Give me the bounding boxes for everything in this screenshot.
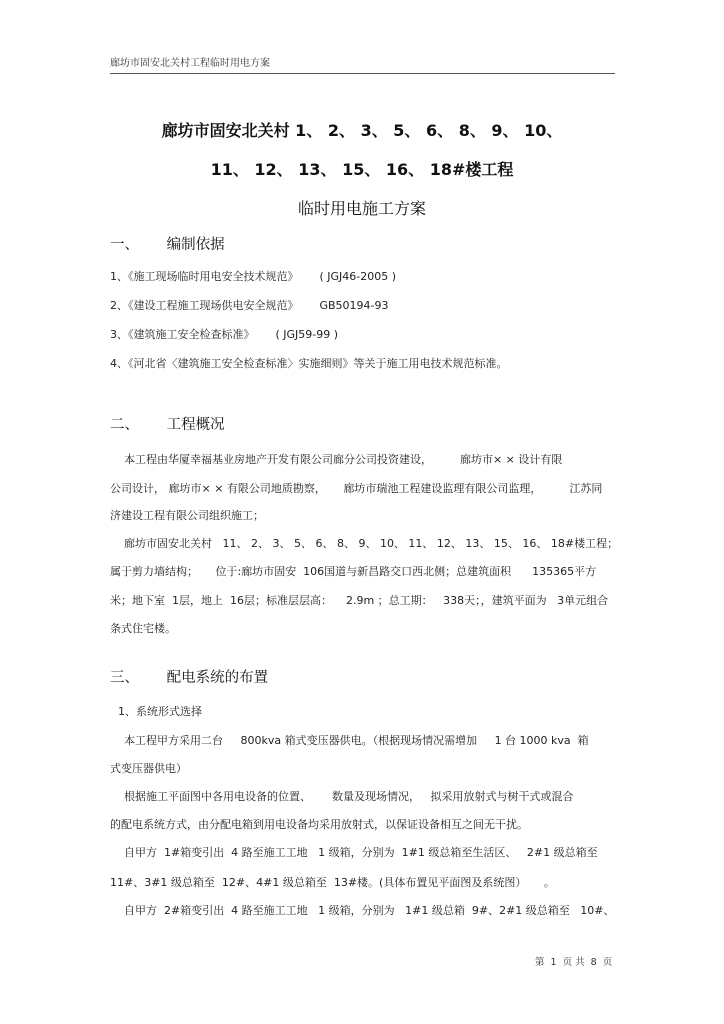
layout-line-5: 自甲方 1#箱变引出 4 路至施工工地 1 级箱，分别为 1#1 级总箱至生活区、 2#1 级总箱至	[110, 846, 598, 859]
overview-line-4: 廊坊市固安北关村 11、 2、 3、 5、 6、 8、 9、 10、 11、 12、 13、 15、 16、 18#楼工程；	[110, 537, 619, 550]
basis-item-1: 1、《施工现场临时用电安全技术规范》 ( JGJ46-2005 )	[110, 270, 397, 283]
basis-item-3: 3、《建筑施工安全检查标准》 ( JGJ59-99 )	[110, 328, 339, 341]
running-header: 廊坊市固安北关村工程临时用电方案	[110, 54, 615, 74]
layout-line-2: 式变压器供电）	[110, 762, 187, 775]
layout-line-4: 的配电系统方式，由分配电箱到用电设备均采用放射式，以保证设备相互之间无干扰。	[110, 818, 528, 831]
document-title-line-1: 廊坊市固安北关村 1、 2、 3、 5、 6、 8、 9、 10、	[161, 121, 563, 140]
overview-line-2: 公司设计， 廊坊市× × 有限公司地质勘察， 廊坊市瑞池工程建设监理有限公司监理， 江苏同	[110, 482, 603, 495]
basis-item-4: 4、《河北省〈建筑施工安全检查标准〉实施细则》等关于施工用电技术规范标准。	[110, 357, 508, 370]
document-title-line-3: 临时用电施工方案	[297, 199, 426, 218]
overview-line-7: 条式住宅楼。	[110, 622, 176, 635]
overview-line-6: 米；地下室 1层，地上 16层；标准层层高： 2.9m ；总工期： 338天；，建筑平面为 3单元组合	[110, 594, 609, 607]
overview-line-1: 本工程由华厦幸福基业房地产开发有限公司廊分公司投资建设， 廊坊市× × 设计有限	[110, 453, 563, 466]
layout-line-6: 11#、3#1 级总箱至 12#、4#1 级总箱至 13#楼。(具体布置见平面图及系统图） 。	[110, 876, 555, 889]
page-number: 第 1 页 共 8 页	[535, 957, 613, 968]
layout-line-1: 本工程甲方采用二台 800kva 箱式变压器供电。（根据现场情况需增加 1 台 1000 kva 箱	[110, 734, 589, 747]
overview-line-3: 济建设工程有限公司组织施工；	[110, 509, 264, 522]
layout-line-3: 根据施工平面图中各用电设备的位置、 数量及现场情况， 拟采用放射式与树干式或混合	[110, 790, 574, 803]
overview-line-5: 属于剪力墙结构； 位于:廊坊市固安 106国道与新昌路交口西北侧；总建筑面积 135365平方	[110, 565, 597, 578]
section-heading-1: 一、 编制依据	[110, 237, 225, 253]
subsection-heading: 1、系统形式选择	[118, 705, 202, 718]
document-title-line-2: 11、 12、 13、 15、 16、 18#楼工程	[210, 160, 514, 179]
layout-line-7: 自甲方 2#箱变引出 4 路至施工工地 1 级箱，分别为 1#1 级总箱 9#、2#1 级总箱至 10#、	[110, 904, 615, 917]
section-heading-2: 二、 工程概况	[110, 417, 225, 433]
section-heading-3: 三、 配电系统的布置	[110, 670, 269, 686]
basis-item-2: 2、《建设工程施工现场供电安全规范》 GB50194-93	[110, 299, 389, 312]
